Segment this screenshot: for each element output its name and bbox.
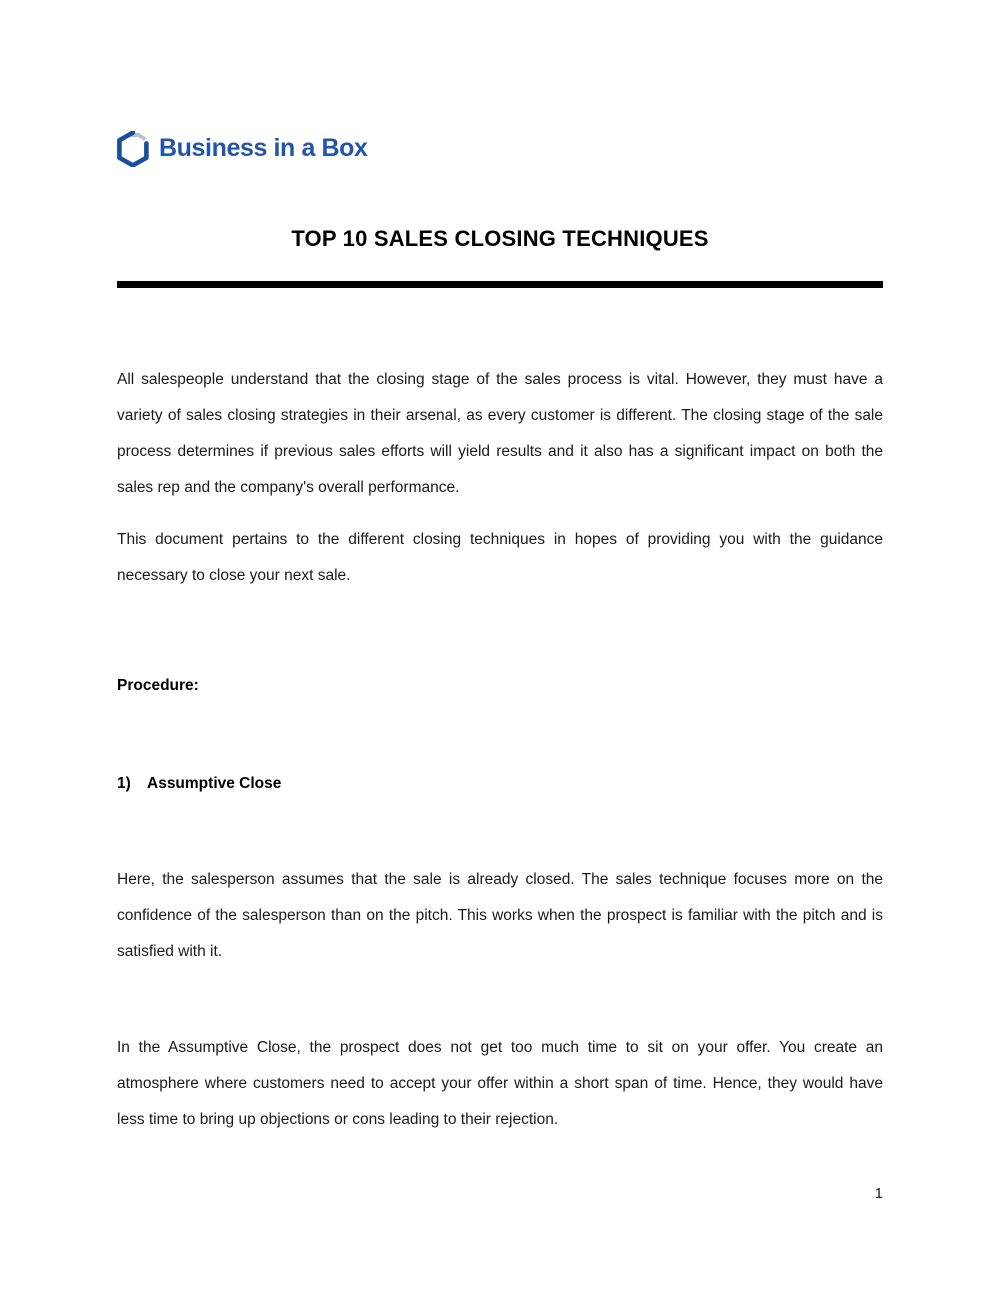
technique-heading-1 [117, 766, 883, 802]
spacer [117, 506, 883, 522]
technique-title-1: Assumptive Close [147, 775, 282, 792]
technique-1-paragraph-1: Here, the salesperson assumes that the sale is already closed. The sales technique focuses more on the confidence of the salesperson than on the pitch. This works when the prospect is familiar with the pitch and is satisfied with it. [117, 871, 883, 960]
spacer [117, 802, 883, 862]
page-number: 1 [874, 1185, 883, 1202]
intro-paragraph-2: This document pertains to the different closing techniques in hopes of providing you with the guidance necessary to close your next sale. [117, 531, 883, 584]
intro-paragraph-1: All salespeople understand that the closing stage of the sales process is vital. However, they must have a variety of sales closing strategies in their arsenal, as every customer is different. The closing stage of the sale process determines if previous sales efforts will yield results and it also has a significant impact on both the sales rep and the company's overall performance. [117, 371, 883, 496]
brand-logo [117, 131, 368, 167]
spacer [117, 970, 883, 1030]
technique-1-paragraph-2: In the Assumptive Close, the prospect does not get too much time to sit on your offer. You create an atmosphere where customers need to accept your offer within a short span of time. Hence, they would have less time to bring up objections or cons leading to their rejection. [117, 1039, 883, 1128]
spacer [117, 594, 883, 668]
spacer [117, 704, 883, 766]
page-title: TOP 10 SALES CLOSING TECHNIQUES [291, 226, 709, 251]
procedure-heading: Procedure: [117, 677, 199, 694]
technique-number-1: 1) [117, 775, 131, 792]
title-divider [117, 281, 883, 288]
document-body [117, 362, 883, 1138]
hexagon-outline-icon [117, 131, 149, 167]
brand-name: Business in a Box [159, 133, 368, 162]
